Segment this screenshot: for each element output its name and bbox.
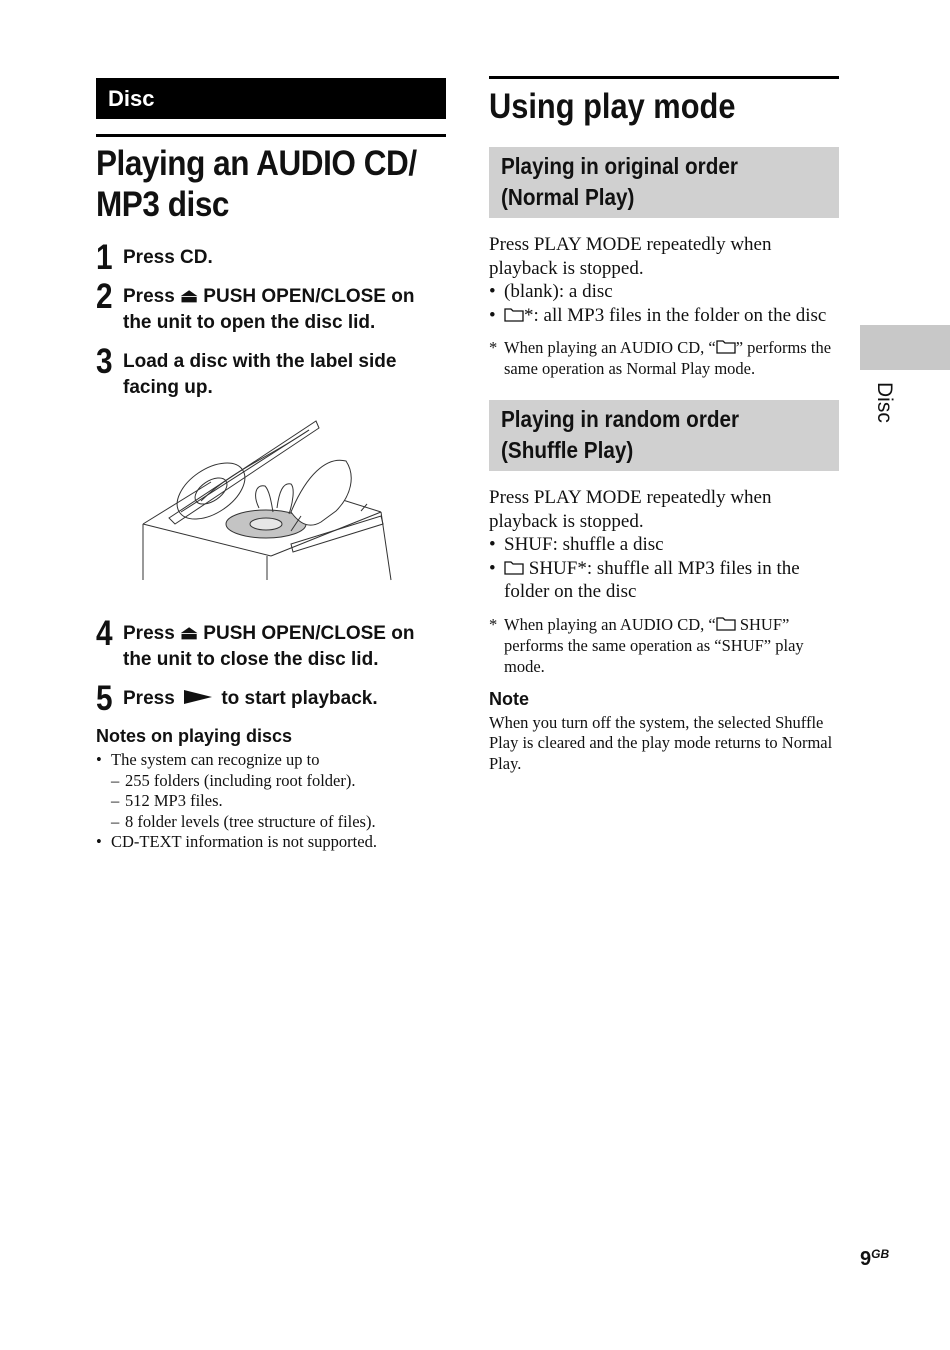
footnote: * When playing an AUDIO CD, “ ” performs the same operation as Normal Play mode. <box>489 337 839 379</box>
play-icon <box>183 689 213 705</box>
left-column <box>96 78 446 853</box>
step-text: Press <box>123 623 175 644</box>
list-item: • CD-TEXT information is not supported. <box>96 832 446 853</box>
notes-heading: Notes on playing discs <box>96 726 293 746</box>
note-text: When you turn off the system, the selected Shuffle Play is cleared and the play mode returns to Normal Play. <box>489 712 833 773</box>
notes-list <box>96 750 446 853</box>
section-bar: Disc <box>96 78 446 119</box>
list-item: • SHUF: shuffle a disc <box>489 533 839 557</box>
note-heading: Note <box>489 688 529 709</box>
folder-icon <box>716 340 736 354</box>
step-3 <box>96 342 446 401</box>
title-rule <box>489 76 839 79</box>
step-5 <box>96 679 446 718</box>
step-text: PUSH OPEN/CLOSE on the unit to open the disc lid. <box>123 286 415 333</box>
section-title: Using play mode <box>489 87 736 126</box>
side-tab-label: Disc <box>873 382 896 423</box>
page-suffix: GB <box>871 1247 890 1261</box>
step-2 <box>96 277 446 336</box>
right-column <box>489 76 839 774</box>
folder-icon <box>716 617 736 631</box>
list-item: • SHUF*: shuffle all MP3 files in the folder on the disc <box>489 557 839 604</box>
step-text: to start playback. <box>221 688 378 709</box>
list-item: – 512 MP3 files. <box>96 791 446 812</box>
page-number: $9^{GB}$ <box>860 1247 890 1270</box>
step-4 <box>96 614 446 673</box>
title-rule <box>96 134 446 137</box>
normal-play-intro: Press PLAY MODE repeatedly when playback is stopped. <box>489 234 772 279</box>
step-number: 3 <box>96 342 113 381</box>
disc-loading-illustration <box>141 416 401 581</box>
list-item: – 8 folder levels (tree structure of files). <box>96 812 446 833</box>
folder-icon <box>504 561 524 575</box>
list-item: • (blank): a disc <box>489 280 839 304</box>
page-title-line2: MP3 disc <box>96 185 229 224</box>
footnote: * When playing an AUDIO CD, “ SHUF” performs the same operation as “SHUF” play mode. <box>489 614 839 677</box>
step-number: 5 <box>96 679 113 718</box>
step-number: 2 <box>96 277 113 316</box>
step-text: Press <box>123 688 175 709</box>
page-title <box>96 143 417 225</box>
side-tab <box>860 325 950 370</box>
shuffle-play-heading: Playing in random order (Shuffle Play) <box>489 400 839 471</box>
eject-icon: ⏏ <box>180 286 199 307</box>
step-text: Press CD. <box>123 247 213 268</box>
folder-icon <box>504 308 524 322</box>
step-text: Press <box>123 286 175 307</box>
step-number: 1 <box>96 238 113 277</box>
page-title-line1: Playing an AUDIO CD/ <box>96 144 417 183</box>
step-1 <box>96 238 446 277</box>
step-number: 4 <box>96 614 113 653</box>
step-text: PUSH OPEN/CLOSE on the unit to close the disc lid. <box>123 623 415 670</box>
shuffle-play-intro: Press PLAY MODE repeatedly when playback is stopped. <box>489 487 772 532</box>
step-text: Load a disc with the label side facing up. <box>123 351 397 398</box>
list-item: • The system can recognize up to <box>96 750 446 771</box>
list-item: – 255 folders (including root folder). <box>96 771 446 792</box>
normal-play-heading: Playing in original order (Normal Play) <box>489 147 839 218</box>
eject-icon: ⏏ <box>180 623 199 644</box>
list-item: • *: all MP3 files in the folder on the disc <box>489 304 839 328</box>
